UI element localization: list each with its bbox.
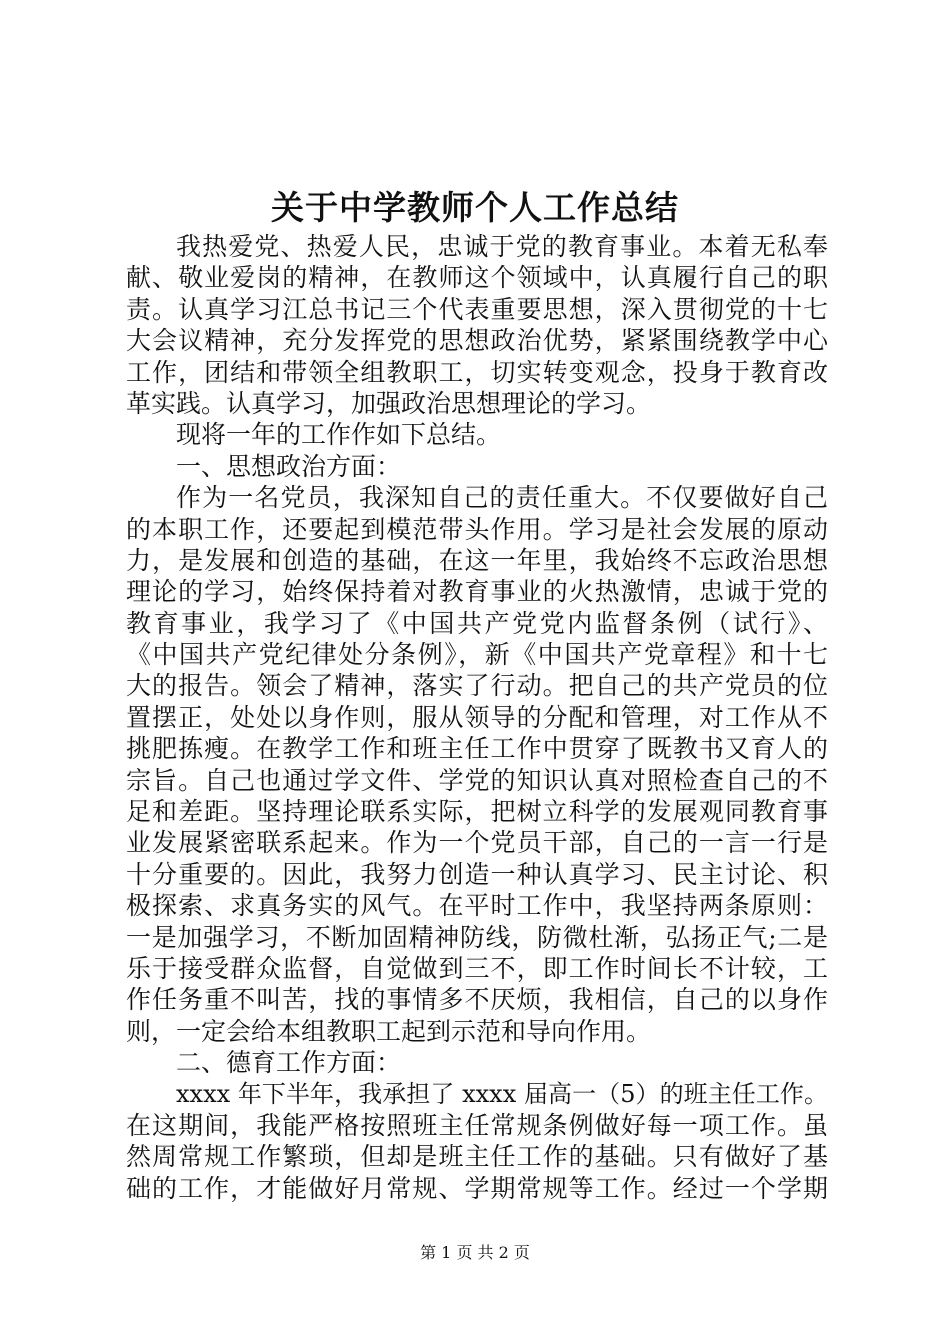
text-line: 《中国共产党纪律处分条例》，新《中国共产党章程》和十七: [126, 640, 828, 670]
text-line: 极探索、求真务实的风气。在平时工作中，我坚持两条原则：: [126, 891, 828, 921]
document-title: 关于中学教师个人工作总结: [271, 188, 679, 227]
text-line: 作任务重不叫苦，找的事情多不厌烦，我相信，自己的以身作: [126, 985, 828, 1015]
text-line: 础的工作，才能做好月常规、学期常规等工作。经过一个学期: [126, 1173, 828, 1203]
document-body: [126, 231, 828, 1204]
text-line: 足和差距。坚持理论联系实际，把树立科学的发展观同教育事: [126, 797, 828, 827]
text-line: 革实践。认真学习，加强政治思想理论的学习。: [126, 388, 652, 418]
text-line: 作为一名党员，我深知自己的责任重大。不仅要做好自己: [176, 483, 828, 513]
text-line: 大的报告。领会了精神，落实了行动。把自己的共产党员的位: [126, 671, 828, 701]
page-footer: 第 1 页 共 2 页: [420, 1243, 530, 1262]
text-line: 教育事业，我学习了《中国共产党党内监督条例（试行》、: [126, 608, 828, 638]
text-line: 我热爱党、热爱人民，忠诚于党的教育事业。本着无私奉: [176, 232, 828, 261]
text-line: 工作，团结和带领全组教职工，切实转变观念，投身于教育改: [126, 357, 828, 387]
text-line: 业发展紧密联系起来。作为一个党员干部，自己的一言一行是: [126, 828, 828, 858]
text-line: 十分重要的。因此，我努力创造一种认真学习、民主讨论、积: [126, 859, 828, 889]
text-line: 力，是发展和创造的基础，在这一年里，我始终不忘政治思想: [126, 545, 828, 575]
text-line: 一是加强学习，不断加固精神防线，防微杜渐，弘扬正气;二是: [126, 922, 828, 952]
text-line: 乐于接受群众监督，自觉做到三不，即工作时间长不计较，工: [126, 953, 828, 983]
text-line: 置摆正，处处以身作则，服从领导的分配和管理，对工作从不: [126, 702, 828, 732]
text-line: 责。认真学习江总书记三个代表重要思想，深入贯彻党的十七: [126, 294, 828, 324]
text-line: 则，一定会给本组教职工起到示范和导向作用。: [126, 1016, 652, 1046]
text-line: 理论的学习，始终保持着对教育事业的火热激情，忠诚于党的: [126, 577, 828, 607]
text-line: 在这期间，我能严格按照班主任常规条例做好每一项工作。虽: [126, 1110, 828, 1140]
text-line: 的本职工作，还要起到模范带头作用。学习是社会发展的原动: [126, 514, 828, 544]
text-line: 挑肥拣瘦。在教学工作和班主任工作中贯穿了既教书又育人的: [126, 734, 828, 764]
text-line: 然周常规工作繁琐，但却是班主任工作的基础。只有做好了基: [126, 1142, 828, 1172]
text-line: 献、敬业爱岗的精神，在教师这个领域中，认真履行自己的职: [126, 263, 828, 293]
text-line: 宗旨。自己也通过学文件、学党的知识认真对照检查自己的不: [126, 765, 828, 795]
text-line: 大会议精神，充分发挥党的思想政治优势，紧紧围绕教学中心: [126, 326, 828, 356]
text-line: 现将一年的工作作如下总结。: [176, 420, 502, 450]
text-line: 二、德育工作方面：: [176, 1048, 402, 1078]
text-line: 一、思想政治方面：: [176, 451, 402, 481]
text-line: xxxx 年下半年，我承担了 xxxx 届高一（5）的班主任工作。: [176, 1079, 828, 1108]
